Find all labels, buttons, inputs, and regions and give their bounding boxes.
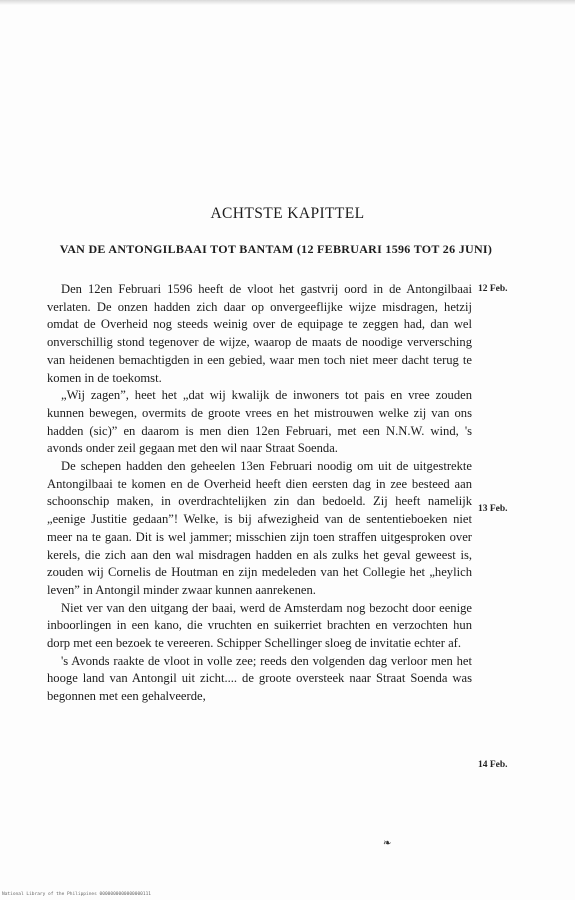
paragraph-1: Den 12en Februari 1596 heeft de vloot het gastvrij oord in de Antongilbaai verlaten. De onzen hadden zich daar op onvergeeflijke wijze misdragen, hetzij omdat de Overheid nog steeds weinig over de equipage te zeggen had, dan wel onverschillig stond tegenover de wijze, waarop de maats de noodige verversching van heidenen bemachtigden in een gebied, waar men toch niet meer dacht terug te komen in de toekomst. bbox=[47, 282, 472, 385]
chapter-subtitle bbox=[42, 242, 510, 257]
paragraph-2: „Wij zagen”, heet het „dat wij kwalijk de inwoners tot pais en vree zouden kunnen bewegen, overmits de groote vrees en het mistrouwen welke zij van ons hadden (sic)” en daarom is men dien 12en Februari, met een N.N.W. wind, 's avonds onder zeil gegaan met den wil naar Straat Soenda. bbox=[47, 388, 472, 456]
margin-note-14-feb: 14 Feb. bbox=[478, 760, 508, 770]
paragraph-5: 's Avonds raakte de vloot in volle zee; reeds den volgenden dag verloor men het hooge land van Antongil uit zicht.... de groote oversteek naar Straat Soenda was begonnen met een gehalveerde, bbox=[47, 653, 472, 704]
margin-note-12-feb: 12 Feb. bbox=[478, 284, 508, 294]
paragraph-4: Niet ver van den uitgang der baai, werd de Amsterdam nog bezocht door eenige inboorlingen in een kano, die vruchten en suikerriet brachten en verzochten hun dorp met een bezoek te vereeren. Schipper Schellinger sloeg de invitatie echter af. bbox=[47, 600, 472, 651]
scan-footer: National Library of the Philippines 0000000000000000111 bbox=[2, 892, 152, 897]
chapter-title: ACHTSTE KAPITTEL bbox=[210, 205, 365, 222]
body-text bbox=[47, 281, 472, 706]
page-ornament: ❧ bbox=[383, 838, 392, 849]
margin-note-13-feb: 13 Feb. bbox=[478, 504, 508, 514]
page-edge bbox=[0, 0, 575, 5]
subtitle-date-range: (12 FEBRUARI 1596 TOT 26 JUNI) bbox=[296, 242, 493, 256]
subtitle-route: ANTONGILBAAI TOT BANTAM bbox=[108, 242, 294, 256]
subtitle-prefix: VAN DE bbox=[59, 242, 109, 256]
paragraph-3: De schepen hadden den geheelen 13en Februari noodig om uit de uitgestrekte Antongilbaai te komen en de Overheid heeft dien eersten dag in zee besteed aan schoonschip maken, in overdrachtelijken zin dan bedoeld. Zij heeft namelijk „eenige Justitie gedaan”! Welke, is bij afwezigheid van de sententieboeken niet meer na te gaan. Dit is wel jammer; misschien zijn toen straffen uitgesproken over kerels, die zich aan den wal misdragen hadden en als zulks het geval geweest is, zouden wij Cornelis de Houtman en zijn medeleden van het Collegie het „heylich leven” in Antongil minder zwaar kunnen aanrekenen. bbox=[47, 459, 472, 597]
